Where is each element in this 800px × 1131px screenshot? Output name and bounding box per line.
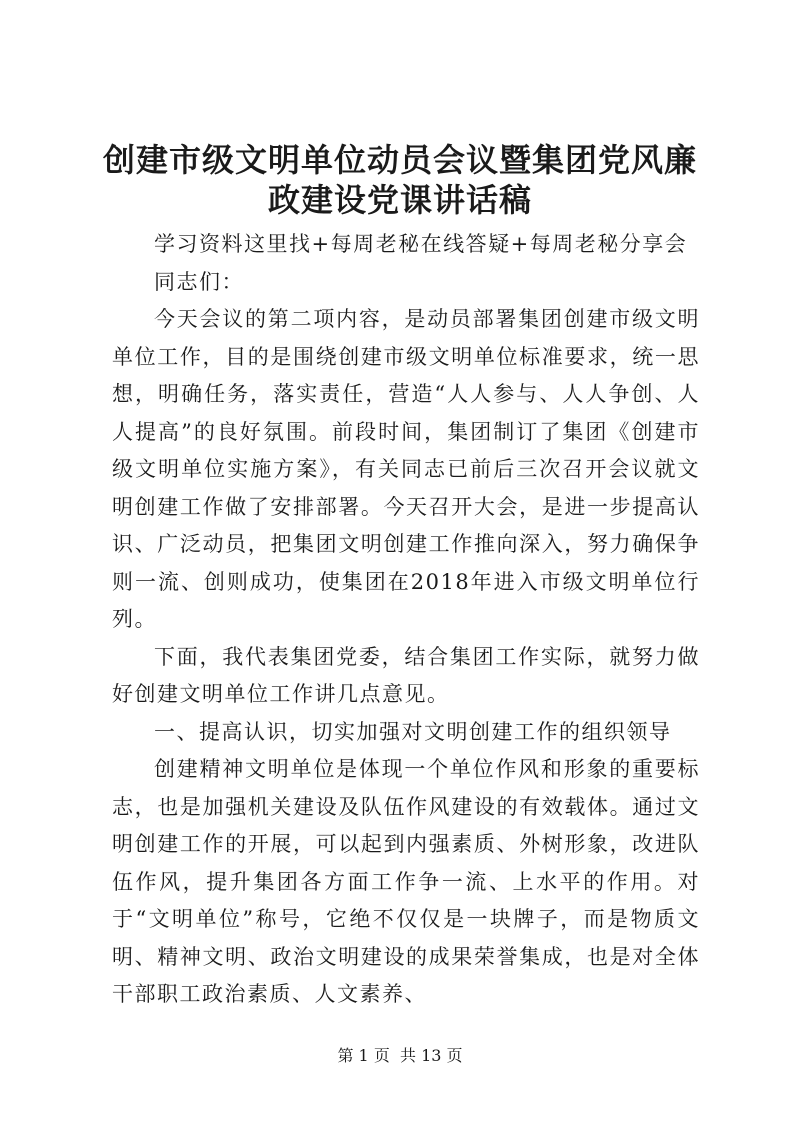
paragraph-resource-line: 学习资料这里找+每周老秘在线答疑+每周老秘分享会 (154, 232, 688, 256)
paragraph-opinion-intro: 下面，我代表集团党委，结合集团工作实际，就努力做好创建文明单位工作讲几点意见。 (112, 644, 700, 706)
document-title: 创建市级文明单位动员会议暨集团党风廉政建设党课讲话稿 (102, 141, 697, 219)
paragraph-meeting-purpose: 今天会议的第二项内容，是动员部署集团创建市级文明单位工作，目的是围绕创建市级文明单位标准要求，统一思想，明确任务，落实责任，营造“人人参与、人人争创、人人提高”的良好氛围。前段时间，集团制订了集团《创建市级文明单位实施方案》，有关同志已前后三次召开会议就文明创建工作做了安排部署。今天召开大会，是进一步提高认识、广泛动员，把集团文明创建工作推向深入，努力确保争则一流、创则成功，使集团在2018年进入市级文明单位行列。 (112, 307, 700, 631)
document-body (112, 226, 700, 1014)
page-number: 第 1 页 共 13 页 (337, 1046, 463, 1065)
paragraph-civilization-significance: 创建精神文明单位是体现一个单位作风和形象的重要标志，也是加强机关建设及队伍作风建设的有效载体。通过文明创建工作的开展，可以起到内强素质、外树形象，改进队伍作风，提升集团各方面工作争一流、上水平的作用。对于“文明单位”称号，它绝不仅仅是一块牌子，而是物质文明、精神文明、政治文明建设的成果荣誉集成，也是对全体干部职工政治素质、人文素养、 (112, 757, 700, 1006)
page-footer (0, 1046, 800, 1066)
paragraph-section-heading-1: 一、提高认识，切实加强对文明创建工作的组织领导 (154, 719, 672, 744)
paragraph-salutation: 同志们： (154, 269, 244, 294)
